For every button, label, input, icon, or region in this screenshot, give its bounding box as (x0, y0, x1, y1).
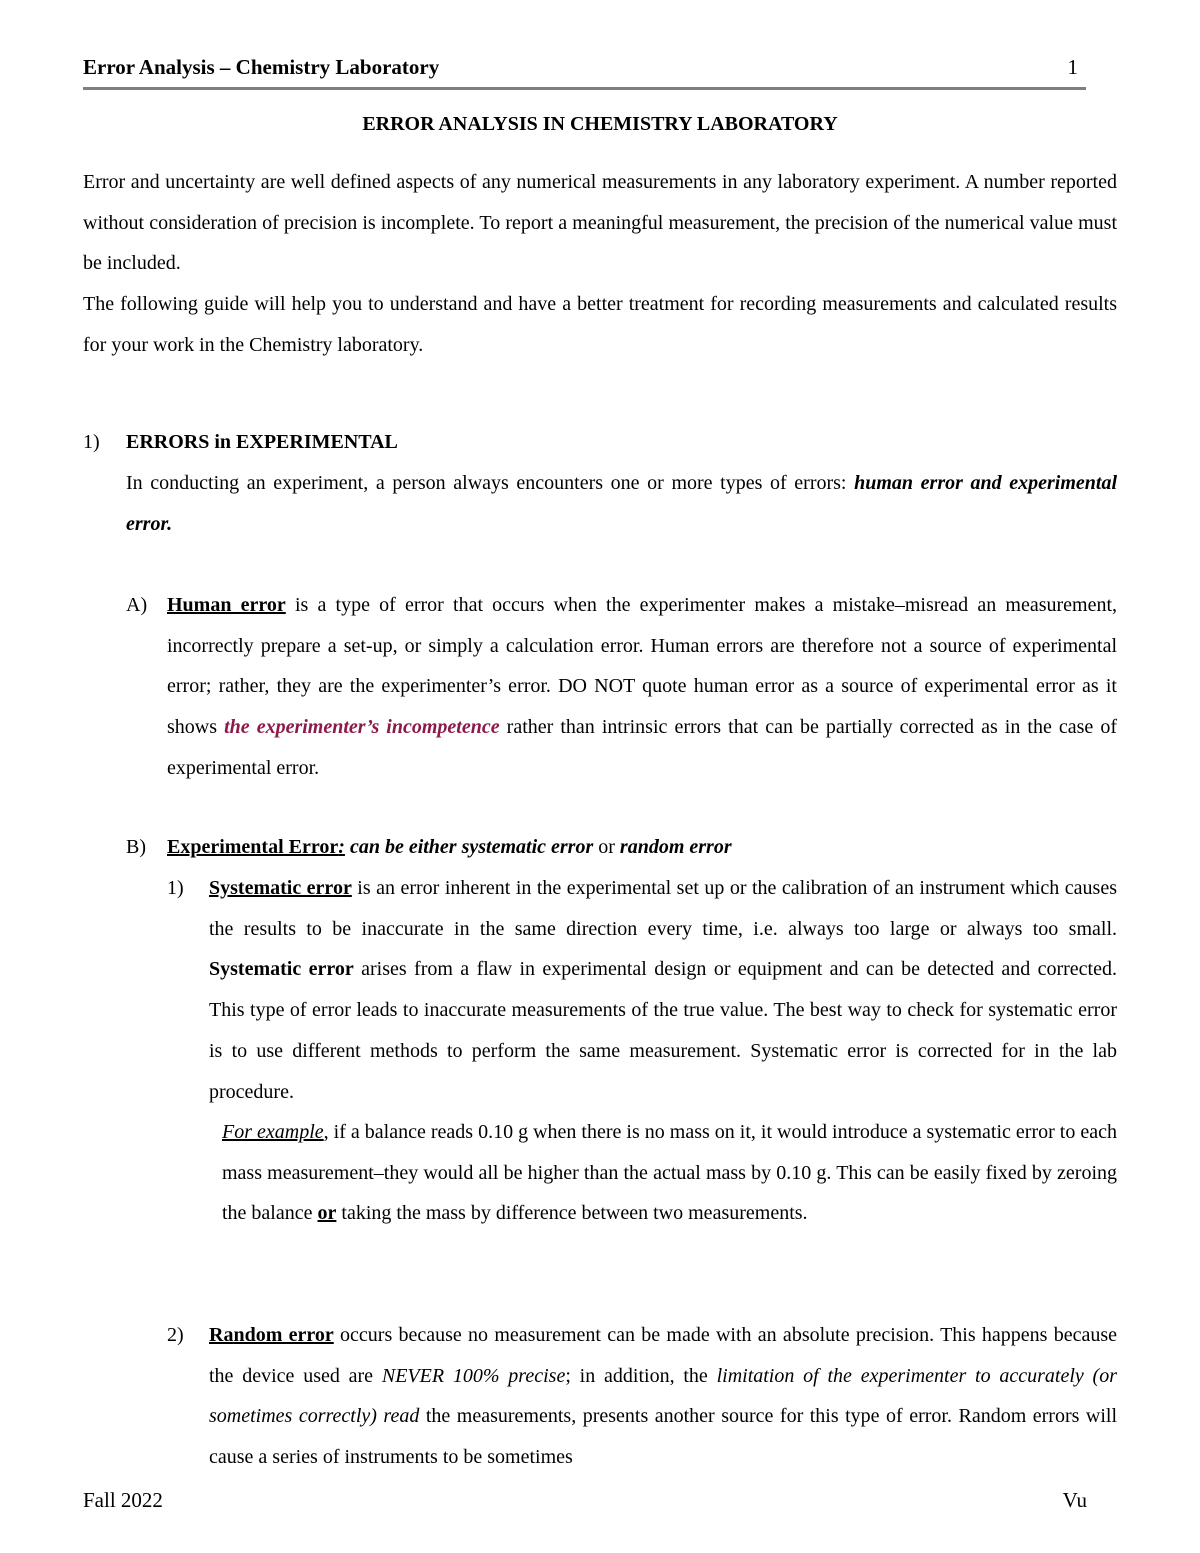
intro-paragraph-1: Error and uncertainty are well defined aspects of any numerical measurements in any laboratory experiment. A number reported without consideration of precision is incomplete. To report a meaningful measurement, the precision of the numerical value must be included. (83, 171, 1117, 275)
example-lead: For example (222, 1121, 324, 1143)
section-number: 1) (83, 431, 100, 453)
random-error-paragraph: Random error occurs because no measurement can be made with an absolute precision. This happens because the device used are NEVER 100% precise; in addition, the limitation of the experimenter to accurately (or sometimes correctly) read the measurements, presents another source for this type of error. Random errors will cause a series of instruments to be sometimes (209, 1324, 1118, 1469)
section-heading: ERRORS in EXPERIMENTAL (126, 431, 398, 453)
error-types-emphasis: human error and experimental error. (126, 472, 1118, 535)
human-error-paragraph: Human error is a type of error that occurs when the experimenter makes a mistake–misread an measurement, incorrectly prepare a set-up, or simply a calculation error. Human errors are therefore not a source of experimental error; rather, they are the experimenter’s error. DO NOT quote human error as a source of experimental error as it shows the experimenter’s incompetence rather than intrinsic errors that can be partially corrected as in the case of experimental error. (167, 594, 1118, 779)
random-error-term: Random error (209, 1324, 334, 1346)
part-a-label: A) (126, 594, 148, 616)
human-error-term: Human error (167, 594, 286, 616)
footer-left: Fall 2022 (83, 1488, 163, 1512)
part-b-label: B) (126, 836, 146, 858)
systematic-number: 1) (167, 877, 184, 899)
intro-paragraph-2: The following guide will help you to understand and have a better treatment for recording measurements and calculated results for your work in the Chemistry laboratory. (83, 293, 1117, 356)
systematic-error-term: Systematic error (209, 877, 352, 899)
document-title: ERROR ANALYSIS IN CHEMISTRY LABORATORY (362, 113, 838, 135)
footer-right: Vu (1062, 1488, 1087, 1512)
header-rule (83, 87, 1086, 90)
random-number: 2) (167, 1324, 184, 1346)
header-title: Error Analysis – Chemistry Laboratory (83, 55, 440, 79)
incompetence-highlight: the experimenter’s incompetence (224, 716, 500, 739)
experimental-error-heading: Experimental Error: can be either systematic error or random error (167, 836, 732, 858)
running-header (83, 55, 1086, 85)
section-intro-paragraph: In conducting an experiment, a person always encounters one or more types of errors: human error and experimental error. (126, 472, 1118, 535)
experimental-error-term: Experimental Error (167, 836, 339, 858)
page-number: 1 (1067, 55, 1078, 79)
example-paragraph: For example, if a balance reads 0.10 g when there is no mass on it, it would introduce a systematic error to each mass measurement–they would all be higher than the actual mass by 0.10 g. This can be easily fixed by zeroing the balance or taking the mass by difference between two measurements. (222, 1121, 1117, 1225)
systematic-error-paragraph: Systematic error is an error inherent in the experimental set up or the calibration of an instrument which causes the results to be inaccurate in the same direction every time, i.e. always too large or always too small. Systematic error arises from a flaw in experimental design or equipment and can be detected and corrected. This type of error leads to inaccurate measurements of the true value. The best way to check for systematic error is to use different methods to perform the same measurement. Systematic error is corrected for in the lab procedure. (209, 877, 1117, 1103)
